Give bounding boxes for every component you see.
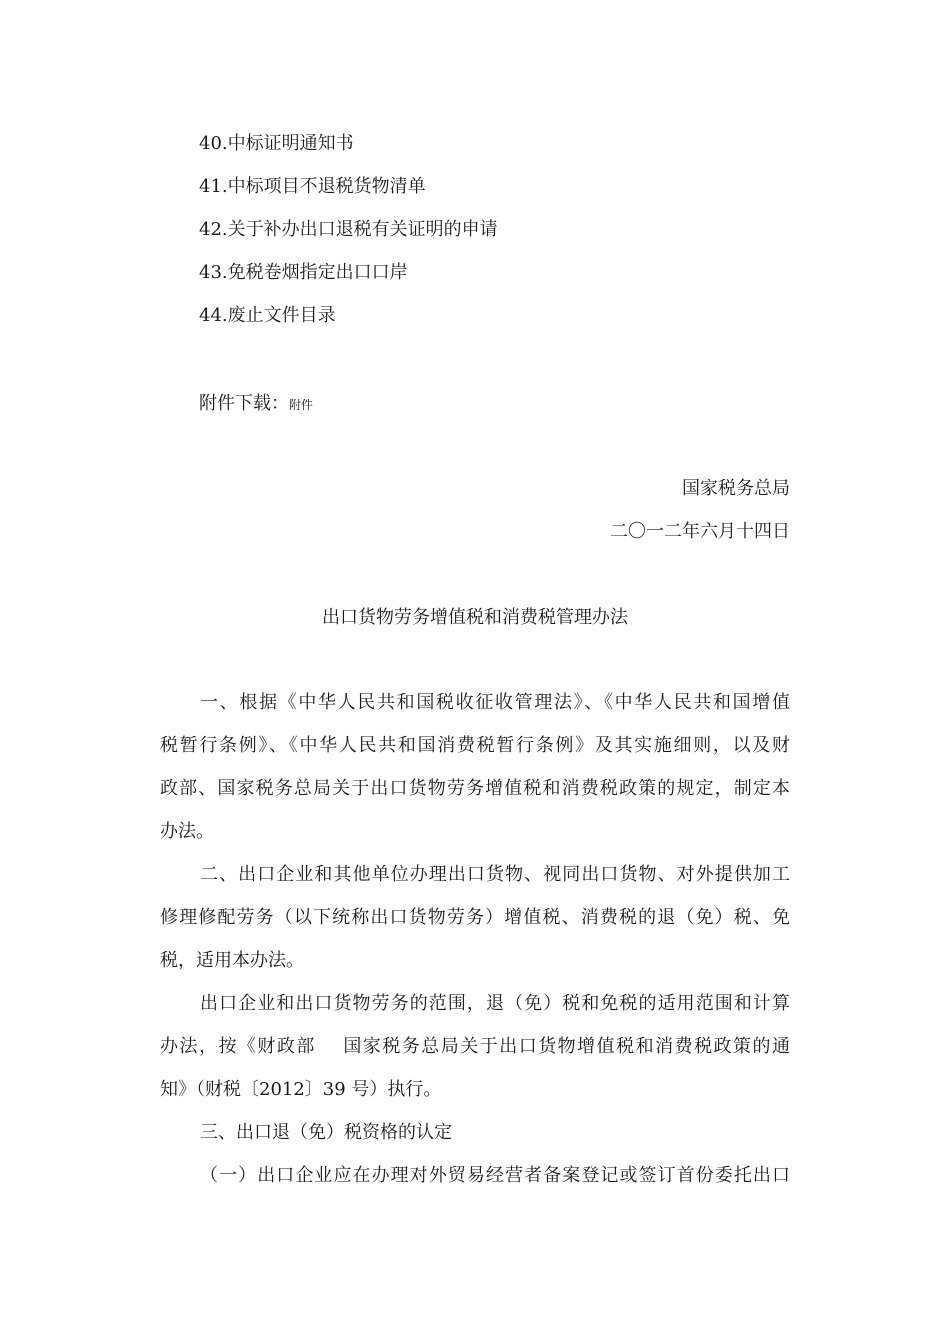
attachment-link[interactable]: 附件	[289, 398, 314, 412]
paragraph-3-line-1: 出口企业和出口货物劳务的范围，退（免）税和免税的适用范围和计算	[200, 993, 790, 1014]
document-title: 出口货物劳务增值税和消费税管理办法	[322, 607, 628, 628]
paragraph-2-line-3: 税，适用本办法。	[160, 950, 304, 971]
paragraph-3-line-3: 知》（财税〔2012〕39 号）执行。	[160, 1079, 442, 1100]
paragraph-3-line-2-part-a: 办法，按《财政部	[160, 1036, 316, 1057]
attachment-row	[199, 392, 313, 417]
paragraph-1-line-2: 税暂行条例》、《中华人民共和国消费税暂行条例》及其实施细则，以及财	[160, 735, 790, 756]
paragraph-2-line-2: 修理修配劳务（以下统称出口货物劳务）增值税、消费税的退（免）税、免	[160, 907, 790, 928]
paragraph-3-line-2	[160, 1035, 790, 1059]
paragraph-1-line-1: 一、根据《中华人民共和国税收征收管理法》、《中华人民共和国增值	[200, 692, 790, 713]
paragraph-1-line-4: 办法。	[160, 821, 214, 842]
issue-date: 二〇一二年六月十四日	[610, 521, 790, 542]
list-item-44: 44.废止文件目录	[199, 305, 336, 326]
list-item-42: 42.关于补办出口退税有关证明的申请	[199, 219, 498, 240]
section-heading-3: 三、出口退（免）税资格的认定	[200, 1122, 452, 1143]
paragraph-5-line-1: （一）出口企业应在办理对外贸易经营者备案登记或签订首份委托出口	[200, 1165, 790, 1186]
list-item-41: 41.中标项目不退税货物清单	[199, 176, 426, 197]
paragraph-2-line-1: 二、出口企业和其他单位办理出口货物、视同出口货物、对外提供加工	[200, 864, 790, 885]
issuer-name: 国家税务总局	[682, 478, 790, 499]
paragraph-3-line-2-part-b: 国家税务总局关于出口货物增值税和消费税政策的通	[341, 1036, 791, 1057]
attachment-label: 附件下载：	[199, 393, 289, 414]
list-item-43: 43.免税卷烟指定出口口岸	[199, 262, 408, 283]
paragraph-1-line-3: 政部、国家税务总局关于出口货物劳务增值税和消费税政策的规定，制定本	[160, 778, 790, 799]
list-item-40: 40.中标证明通知书	[199, 133, 354, 154]
